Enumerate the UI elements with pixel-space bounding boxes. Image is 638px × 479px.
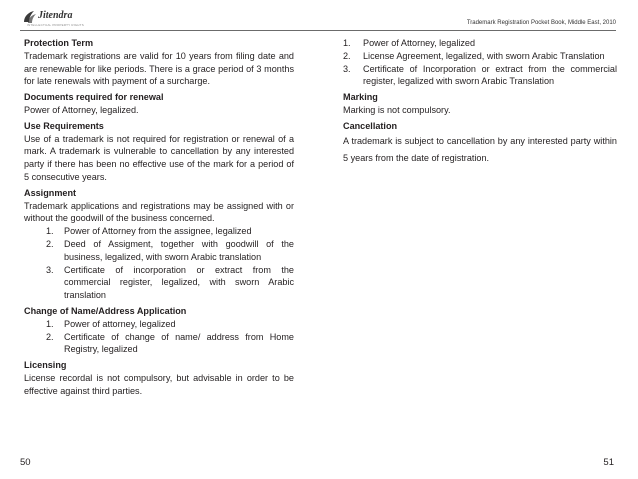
documents-renewal-section <box>24 91 294 117</box>
list-number: 1. <box>46 226 54 237</box>
right-page-column <box>343 37 617 170</box>
list-number: 1. <box>46 318 54 329</box>
list-number: 1. <box>343 38 351 48</box>
section-heading: Protection Term <box>24 38 94 48</box>
page-number-right: 51 <box>603 457 614 468</box>
list-text: Deed of Assigment, together with goodwill of the business, legalized, with sworn Arabic translation <box>64 238 294 262</box>
list-text: Certificate of Incorporation or extract from the commercial register, legalized with sworn Arabic Translation <box>363 63 617 87</box>
marking-section <box>343 91 617 117</box>
assignment-list <box>24 225 294 302</box>
list-text: Power of Attorney, legalized <box>363 38 476 48</box>
license-documents-section <box>343 37 617 88</box>
section-heading: Assignment <box>24 187 77 198</box>
section-text: License recordal is not compulsory, but advisable in order to be effective against third parties. <box>24 372 294 396</box>
list-number: 2. <box>46 331 54 342</box>
list-text: Power of attorney, legalized <box>64 318 176 329</box>
logo-wordmark: Jitendra <box>38 10 73 21</box>
section-heading: Use Requirements <box>24 120 104 131</box>
assignment-section <box>24 187 294 302</box>
section-heading: Cancellation <box>343 120 398 131</box>
list-text: License Agreement, legalized, with sworn Arabic Translation <box>363 50 605 61</box>
list-item <box>24 264 294 302</box>
list-item <box>343 37 617 50</box>
use-requirements-section <box>24 120 294 184</box>
section-text: Trademark applications and registrations may be assigned with or without the goodwill of the business concerned. <box>24 200 294 224</box>
protection-term-section <box>24 37 294 88</box>
logo-tagline: INTELLECTUAL PROPERTY RIGHTS <box>27 23 84 27</box>
list-number: 2. <box>46 238 54 249</box>
licensing-section <box>24 359 294 397</box>
list-number: 3. <box>46 264 54 275</box>
section-text: A trademark is subject to cancellation by any interested party within 5 years from the date of registration. <box>343 135 617 163</box>
section-heading: Change of Name/Address Application <box>24 305 187 316</box>
list-item <box>24 318 294 331</box>
section-text: Use of a trademark is not required for registration or renewal of a mark. A trademark is vulnerable to cancellation by any interested party if there has been no effective use of the mark for a period of 5 consecutive years. <box>24 133 294 182</box>
list-item <box>24 225 294 238</box>
list-number: 2. <box>343 50 351 61</box>
section-heading: Marking <box>343 92 378 103</box>
list-text: Certificate of incorporation or extract from the commercial register, legalized, with sworn Arabic translation <box>64 264 294 301</box>
left-page-column <box>24 37 294 401</box>
list-text: Power of Attorney from the assignee, legalized <box>64 226 252 237</box>
list-text: Certificate of change of name/ address from Home Registry, legalized <box>64 331 294 355</box>
section-text: Marking is not compulsory. <box>343 104 451 115</box>
change-list <box>24 318 294 356</box>
cancellation-section <box>343 120 617 167</box>
list-number: 3. <box>343 63 351 74</box>
page-number-left: 50 <box>20 457 31 468</box>
list-item <box>343 50 617 63</box>
list-item <box>343 63 617 89</box>
section-heading: Documents required for renewal <box>24 92 164 103</box>
section-text: Trademark registrations are valid for 10 years from filing date and are renewable for like periods. There is a grace period of 3 months for late renewals with payment of a surcharge. <box>24 50 294 87</box>
section-heading: Licensing <box>24 360 67 371</box>
header-rule <box>20 30 616 31</box>
section-text: Power of Attorney, legalized. <box>24 104 139 115</box>
license-documents-list <box>343 37 617 88</box>
change-name-address-section <box>24 305 294 356</box>
list-item <box>24 238 294 264</box>
list-item <box>24 331 294 357</box>
running-head: Trademark Registration Pocket Book, Middle East, 2010 <box>466 20 616 26</box>
